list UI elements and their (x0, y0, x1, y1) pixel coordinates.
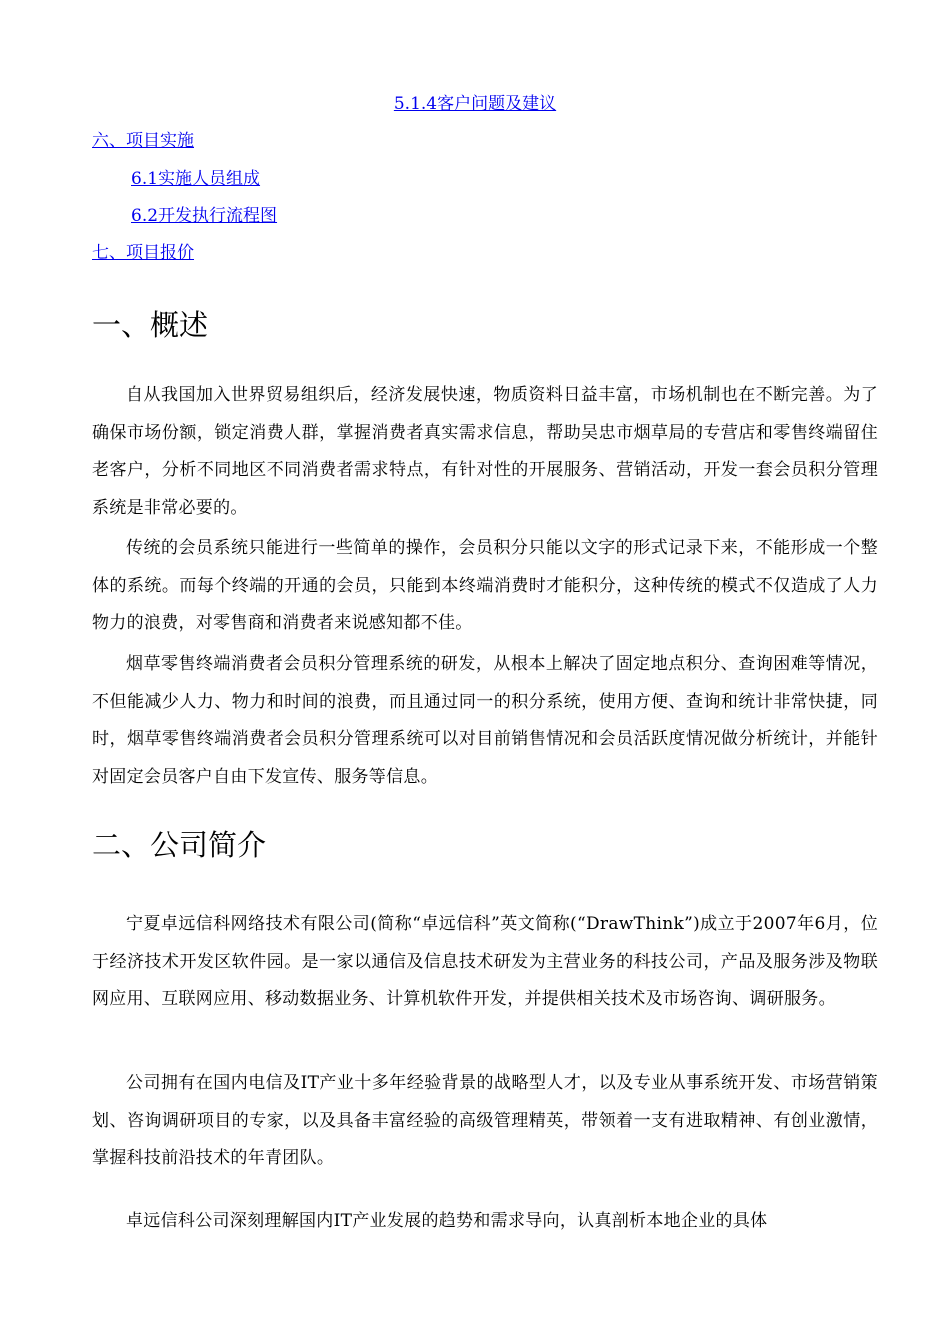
company-paragraph-3: 卓远信科公司深刻理解国内IT产业发展的趋势和需求导向，认真剖析本地企业的具体 (126, 1211, 768, 1231)
toc-link-section-7[interactable]: 七、项目报价 (92, 243, 194, 263)
toc-link-section-6[interactable]: 六、项目实施 (92, 131, 194, 151)
overview-paragraph-3: 烟草零售终端消费者会员积分管理系统的研发，从根本上解决了固定地点积分、查询困难等情况，不但能减少人力、物力和时间的浪费，而且通过同一的积分系统，使用方便、查询和统计非常快捷，同时，烟草零售终端消费者会员积分管理系统可以对目前销售情况和会员活跃度情况做分析统计，并能针对固定会员客户自由下发宣传、服务等信息。 (92, 654, 878, 787)
company-paragraph-2: 公司拥有在国内电信及IT产业十多年经验背景的战略型人才，以及专业从事系统开发、市场营销策划、咨询调研项目的专家，以及具备丰富经验的高级管理精英，带领着一支有进取精神、有创业激情，掌握科技前沿技术的年青团队。 (92, 1073, 878, 1168)
section-heading-overview: 一、概述 (92, 308, 209, 342)
toc-link-5-1-4[interactable]: 5.1.4客户问题及建议 (393, 94, 557, 114)
toc-link-6-1[interactable]: 6.1实施人员组成 (131, 169, 261, 189)
overview-paragraph-2: 传统的会员系统只能进行一些简单的操作，会员积分只能以文字的形式记录下来，不能形成一个整体的系统。而每个终端的开通的会员，只能到本终端消费时才能积分，这种传统的模式不仅造成了人力物力的浪费，对零售商和消费者来说感知都不佳。 (92, 538, 878, 633)
toc-link-6-2[interactable]: 6.2开发执行流程图 (131, 206, 278, 226)
section-heading-company-profile: 二、公司简介 (92, 828, 267, 862)
company-paragraph-1: 宁夏卓远信科网络技术有限公司(简称“卓远信科”英文简称(“DrawThink”)成立于2007年6月，位于经济技术开发区软件园。是一家以通信及信息技术研发为主营业务的科技公司，产品及服务涉及物联网应用、互联网应用、移动数据业务、计算机软件开发，并提供相关技术及市场咨询、调研服务。 (92, 914, 878, 1009)
overview-paragraph-1: 自从我国加入世界贸易组织后，经济发展快速，物质资料日益丰富，市场机制也在不断完善。为了确保市场份额，锁定消费人群，掌握消费者真实需求信息，帮助吴忠市烟草局的专营店和零售终端留住老客户，分析不同地区不同消费者需求特点，有针对性的开展服务、营销活动，开发一套会员积分管理系统是非常必要的。 (92, 385, 878, 518)
